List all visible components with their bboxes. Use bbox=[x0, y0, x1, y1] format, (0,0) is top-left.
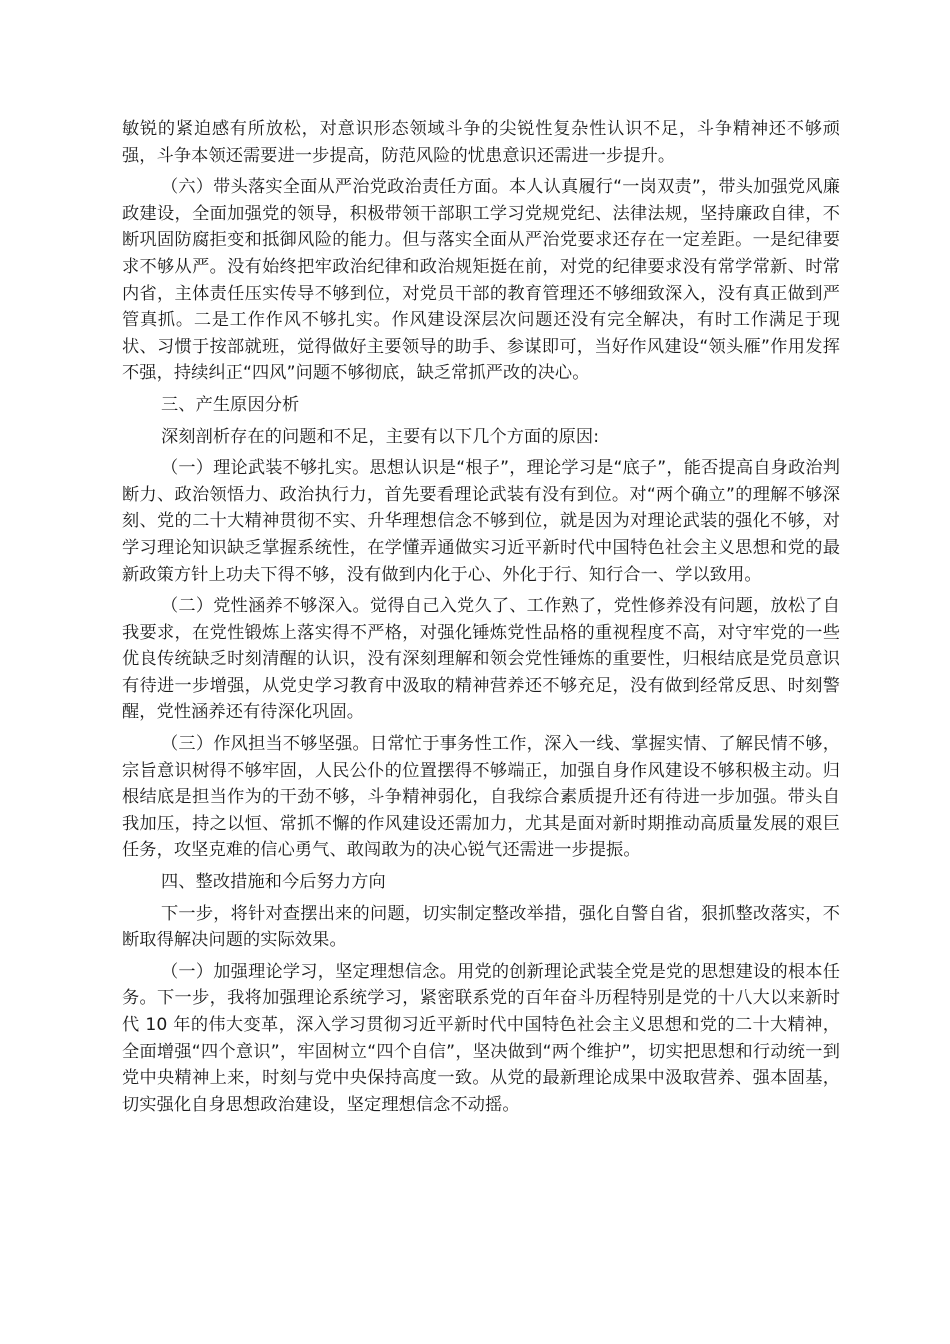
paragraph-cause-two: （二）党性涵养不够深入。觉得自己入党久了、工作熟了，党性修养没有问题，放松了自我要求，在党性锻炼上落实得不严格，对强化锤炼党性品格的重视程度不高，对守牢党的一些优良传统缺乏时刻清醒的认识，没有深刻理解和领会党性锤炼的重要性，归根结底是党员意识有待进一步增强，从党史学习教育中汲取的精神营养还不够充足，没有做到经常反思、时刻警醒，党性涵养还有待深化巩固。 bbox=[122, 596, 840, 723]
document-body bbox=[122, 116, 840, 1123]
paragraph-section-six: （六）带头落实全面从严治党政治责任方面。本人认真履行“一岗双责”，带头加强党风廉政建设，全面加强党的领导，积极带领干部职工学习党规党纪、法律法规，坚持廉政自律，不断巩固防腐拒变和抵御风险的能力。但与落实全面从严治党要求还存在一定差距。一是纪律要求不够从严。没有始终把牢政治纪律和政治规矩挺在前，对党的纪律要求没有常学常新、时常内省，主体责任压实传导不够到位，对党员干部的教育管理还不够细致深入，没有真正做到严管真抓。二是工作作风不够扎实。作风建设深层次问题还没有完全解决，有时工作满足于现状、习惯于按部就班，觉得做好主要领导的助手、参谋即可，当好作风建设“领头雁”作用发挥不强，持续纠正“四风”问题不够彻底，缺乏常抓严改的决心。 bbox=[122, 177, 840, 384]
paragraph-rectification-intro: 下一步，将针对查摆出来的问题，切实制定整改举措，强化自警自省，狠抓整改落实，不断取得解决问题的实际效果。 bbox=[122, 903, 840, 951]
heading-cause-analysis: 三、产生原因分析 bbox=[161, 394, 300, 415]
paragraph-cause-intro: 深刻剖析存在的问题和不足，主要有以下几个方面的原因: bbox=[161, 426, 600, 447]
paragraph-cause-one: （一）理论武装不够扎实。思想认识是“根子”，理论学习是“底子”，能否提高自身政治判断力、政治领悟力、政治执行力，首先要看理论武装有没有到位。对“两个确立”的理解不够深刻、党的二十大精神贯彻不实、升华理想信念不够到位，就是因为对理论武装的强化不够，对学习理论知识缺乏掌握系统性，在学懂弄通做实习近平新时代中国特色社会主义思想和党的最新政策方针上功夫下得不够，没有做到内化于心、外化于行、知行合一、学以致用。 bbox=[122, 458, 840, 585]
paragraph-continuation: 敏锐的紧迫感有所放松，对意识形态领域斗争的尖锐性复杂性认识不足，斗争精神还不够顽强，斗争本领还需要进一步提高，防范风险的忧患意识还需进一步提升。 bbox=[122, 119, 840, 166]
paragraph-cause-three: （三）作风担当不够坚强。日常忙于事务性工作，深入一线、掌握实情、了解民情不够，宗旨意识树得不够牢固，人民公仆的位置摆得不够端正，加强自身作风建设不够积极主动。归根结底是担当作为的干劲不够，斗争精神弱化，自我综合素质提升还有待进一步加强。带头自我加压，持之以恒、常抓不懈的作风建设还需加力，尤其是面对新时期推动高质量发展的艰巨任务，攻坚克难的信心勇气、敢闯敢为的决心锐气还需进一步提振。 bbox=[122, 734, 840, 861]
heading-rectification: 四、整改措施和今后努力方向 bbox=[161, 872, 386, 893]
paragraph-measure-one: （一）加强理论学习，坚定理想信念。用党的创新理论武装全党是党的思想建设的根本任务。下一步，我将加强理论系统学习，紧密联系党的百年奋斗历程特别是党的十八大以来新时代 10 年的伟大变革，深入学习贯彻习近平新时代中国特色社会主义思想和党的二十大精神，全面增强“四个意识”，牢固树立“四个自信”，坚决做到“两个维护”，切实把思想和行动统一到党中央精神上来，时刻与党中央保持高度一致。从党的最新理论成果中汲取营养、强本固基，切实强化自身思想政治建设，坚定理想信念不动摇。 bbox=[122, 961, 840, 1115]
